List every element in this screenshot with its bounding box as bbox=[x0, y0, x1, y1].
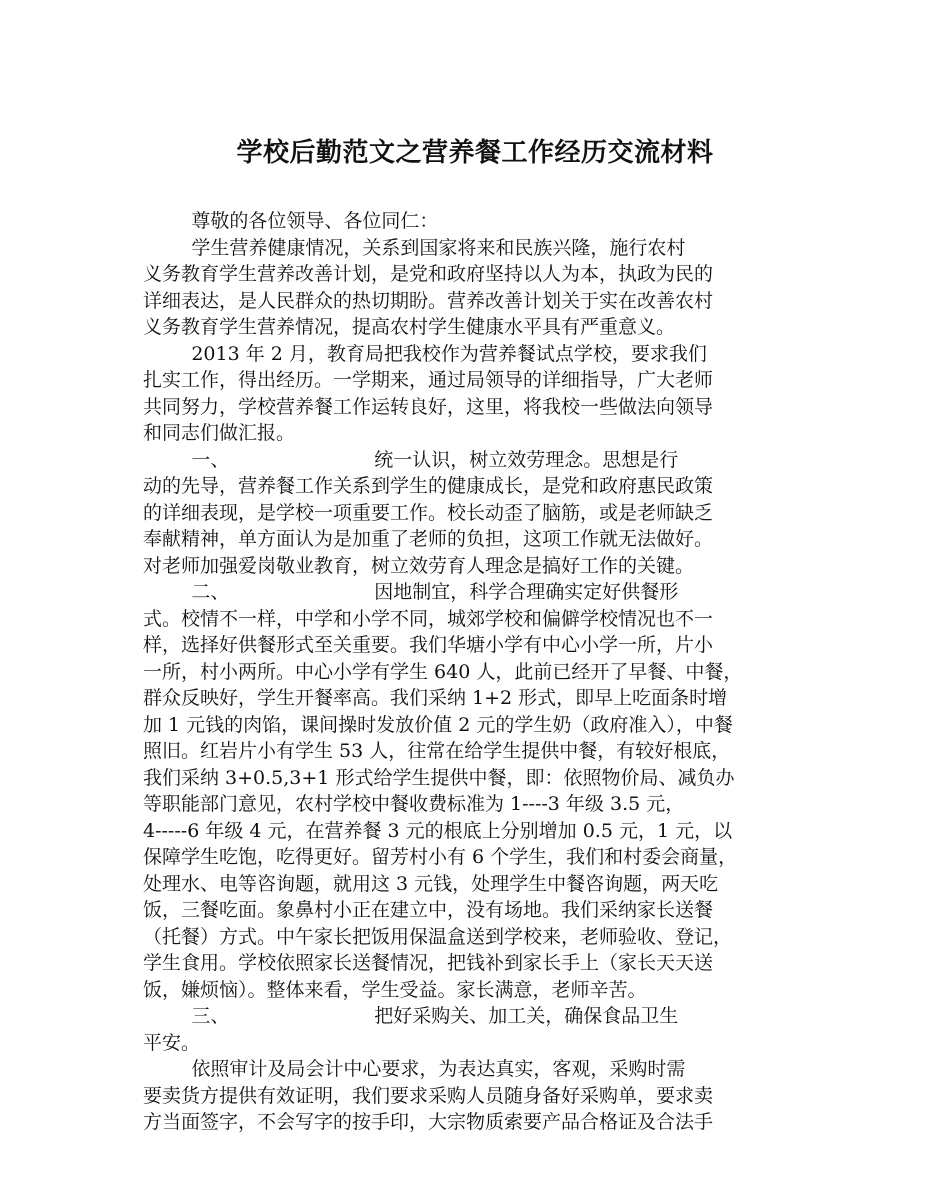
body-line: 奉献精神，单方面认为是加重了老师的负担，这项工作就无法做好。 bbox=[143, 528, 714, 550]
body-line: 学生营养健康情况，关系到国家将来和民族兴隆，施行农村 bbox=[143, 236, 686, 259]
body-line: 一所，村小两所。中心小学有学生 640 人，此前已经开了早餐、中餐， bbox=[143, 660, 743, 683]
body-line: 的详细表现，是学校一项重要工作。校长动歪了脑筋，或是老师缺乏 bbox=[143, 501, 714, 524]
body-line: 动的先导，营养餐工作关系到学生的健康成长，是党和政府惠民政策 bbox=[143, 475, 714, 497]
body-line: 等职能部门意见，农村学校中餐收费标准为 1----3 年级 3.5 元， bbox=[143, 793, 685, 815]
body-line: 学生食用。学校依照家长送餐情况，把钱补到家长手上（家长天天送 bbox=[143, 952, 714, 974]
body-line: 4-----6 年级 4 元，在营养餐 3 元的根底上分别增加 0.5 元，1 元，以 bbox=[143, 819, 733, 842]
body-line: 群众反映好，学生开餐率高。我们采纳 1+2 形式，即早上吃面条时增 bbox=[143, 687, 728, 709]
body-line: 共同努力，学校营养餐工作运转良好，这里，将我校一些做法向领导 bbox=[143, 395, 714, 418]
body-line: 加 1 元钱的肉馅，课间操时发放价值 2 元的学生奶（政府准入），中餐 bbox=[143, 713, 733, 736]
body-line: （托餐）方式。中午家长把饭用保温盒送到学校来，老师验收、登记， bbox=[143, 925, 733, 948]
body-line: 义务教育学生营养情况，提高农村学生健康水平具有严重意义。 bbox=[143, 316, 676, 338]
body-line: 2013 年 2 月，教育局把我校作为营养餐试点学校，要求我们 bbox=[143, 342, 707, 365]
body-line: 和同志们做汇报。 bbox=[143, 422, 296, 444]
body-line: 扎实工作，得出经历。一学期来，通过局领导的详细指导，广大老师 bbox=[143, 369, 714, 391]
body-line: 平安。 bbox=[143, 1031, 201, 1054]
document-body bbox=[143, 208, 808, 1136]
body-line: 一、 统一认识，树立效劳理念。思想是行 bbox=[143, 448, 679, 471]
body-line: 处理水、电等咨询题，就用这 3 元钱，处理学生中餐咨询题，两天吃 bbox=[143, 872, 719, 895]
body-line: 照旧。红岩片小有学生 53 人，往常在给学生提供中餐，有较好根底， bbox=[143, 740, 731, 762]
body-line: 我们采纳 3+0.5,3+1 形式给学生提供中餐，即：依照物价局、减负办 bbox=[143, 766, 735, 789]
body-line: 饭，嫌烦恼）。整体来看，学生受益。家长满意，老师辛苦。 bbox=[143, 978, 647, 1001]
body-line: 详细表达，是人民群众的热切期盼。营养改善计划关于实在改善农村 bbox=[143, 289, 714, 312]
body-line: 要卖货方提供有效证明，我们要求采购人员随身备好采购单，要求卖 bbox=[143, 1084, 714, 1107]
body-line: 保障学生吃饱，吃得更好。留芳村小有 6 个学生，我们和村委会商量， bbox=[143, 846, 738, 868]
body-line: 方当面签字，不会写字的按手印，大宗物质索要产品合格证及合法手 bbox=[143, 1111, 714, 1133]
body-line: 义务教育学生营养改善计划，是党和政府坚持以人为本，执政为民的 bbox=[143, 263, 714, 285]
body-line: 尊敬的各位领导、各位同仁： bbox=[143, 210, 439, 232]
body-line: 式。校情不一样，中学和小学不同，城郊学校和偏僻学校情况也不一 bbox=[143, 607, 714, 630]
body-line: 二、 因地制宜，科学合理确实定好供餐形 bbox=[143, 581, 679, 603]
body-line: 样，选择好供餐形式至关重要。我们华塘小学有中心小学一所，片小 bbox=[143, 634, 714, 656]
body-line: 依照审计及局会计中心要求，为表达真实，客观，采购时需 bbox=[143, 1058, 686, 1080]
body-line: 饭，三餐吃面。象鼻村小正在建立中，没有场地。我们采纳家长送餐 bbox=[143, 899, 714, 921]
body-line: 三、 把好采购关、加工关，确保食品卫生 bbox=[143, 1005, 679, 1027]
body-line: 对老师加强爱岗敬业教育，树立效劳育人理念是搞好工作的关键。 bbox=[143, 554, 695, 577]
document-title: 学校后勤范文之营养餐工作经历交流材料 bbox=[236, 138, 714, 168]
